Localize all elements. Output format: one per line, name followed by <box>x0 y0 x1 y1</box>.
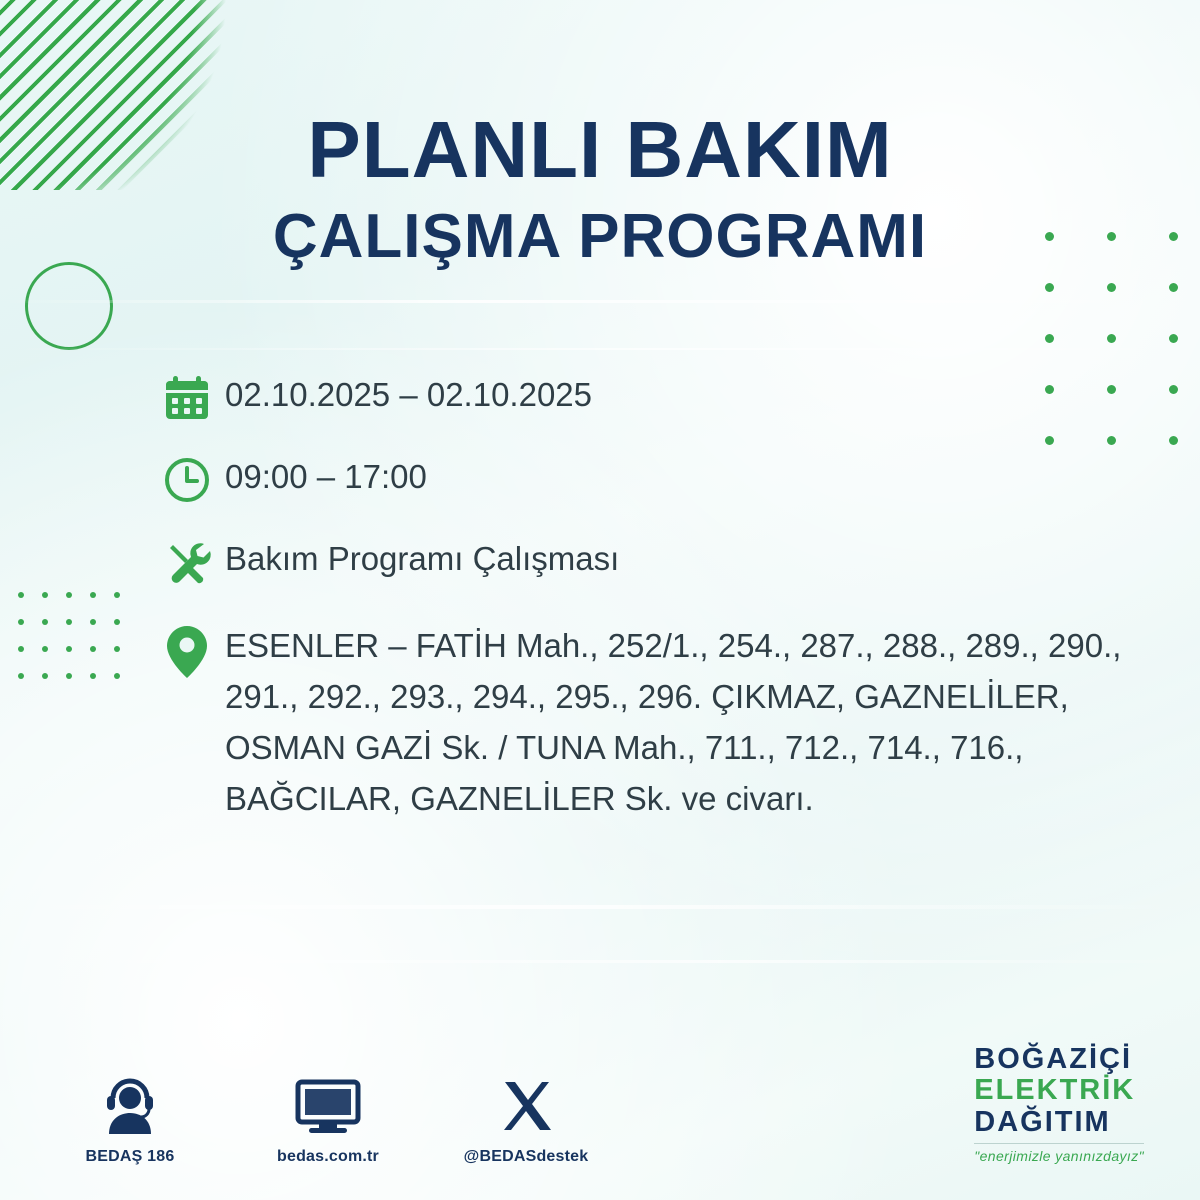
contact-social-label: @BEDASdestek <box>463 1148 589 1165</box>
light-streak-2 <box>0 348 1200 350</box>
light-streak-3 <box>0 905 1200 909</box>
brand-slogan: "enerjimizle yanınızdayız" <box>974 1143 1144 1164</box>
contact-website-label: bedas.com.tr <box>277 1148 379 1165</box>
title-line-2: ÇALIŞMA PROGRAMI <box>272 202 928 271</box>
calendar-icon <box>163 372 225 422</box>
date-range-text: 02.10.2025 – 02.10.2025 <box>225 376 593 413</box>
time-range-text: 09:00 – 17:00 <box>225 458 427 495</box>
work-type-text: Bakım Programı Çalışması <box>225 540 620 577</box>
clock-icon <box>163 454 225 504</box>
info-row-time <box>163 454 1163 504</box>
title-line-1: PLANLI BAKIM <box>307 105 893 194</box>
info-row-date <box>163 372 1163 422</box>
brand-line-3: DAĞITIM <box>974 1105 1111 1138</box>
contact-website[interactable] <box>258 1076 398 1166</box>
address-text: ESENLER – FATİH Mah., 252/1., 254., 287., 288., 289., 290., 291., 292., 293., 294., 295., 296. ÇIKMAZ, GAZNELİLER, OSMAN GAZİ Sk. / TUNA Mah., 711., 712., 714., 716., BAĞCILAR, GAZNELİLER Sk. ve civarı. <box>225 627 1122 818</box>
dot-grid-left-decoration <box>18 592 120 679</box>
page-title <box>0 105 1200 276</box>
footer <box>0 1042 1200 1172</box>
contact-social[interactable] <box>456 1076 596 1166</box>
contact-list <box>60 1076 596 1166</box>
headset-operator-icon <box>99 1076 161 1138</box>
info-list <box>163 372 1163 825</box>
brand-line-1: BOĞAZİÇİ <box>974 1043 1133 1076</box>
brand-logo <box>974 1044 1144 1164</box>
contact-phone[interactable] <box>60 1076 200 1166</box>
location-pin-icon <box>163 620 225 680</box>
info-row-work-type <box>163 536 1163 588</box>
brand-line-2: ELEKTRİK <box>974 1074 1136 1107</box>
contact-phone-label: BEDAŞ 186 <box>85 1148 175 1165</box>
light-streak-1 <box>0 300 1200 303</box>
info-row-address <box>163 620 1163 825</box>
tools-icon <box>163 536 225 588</box>
x-social-icon <box>497 1076 555 1138</box>
monitor-icon <box>293 1076 363 1138</box>
light-streak-4 <box>0 960 1200 963</box>
